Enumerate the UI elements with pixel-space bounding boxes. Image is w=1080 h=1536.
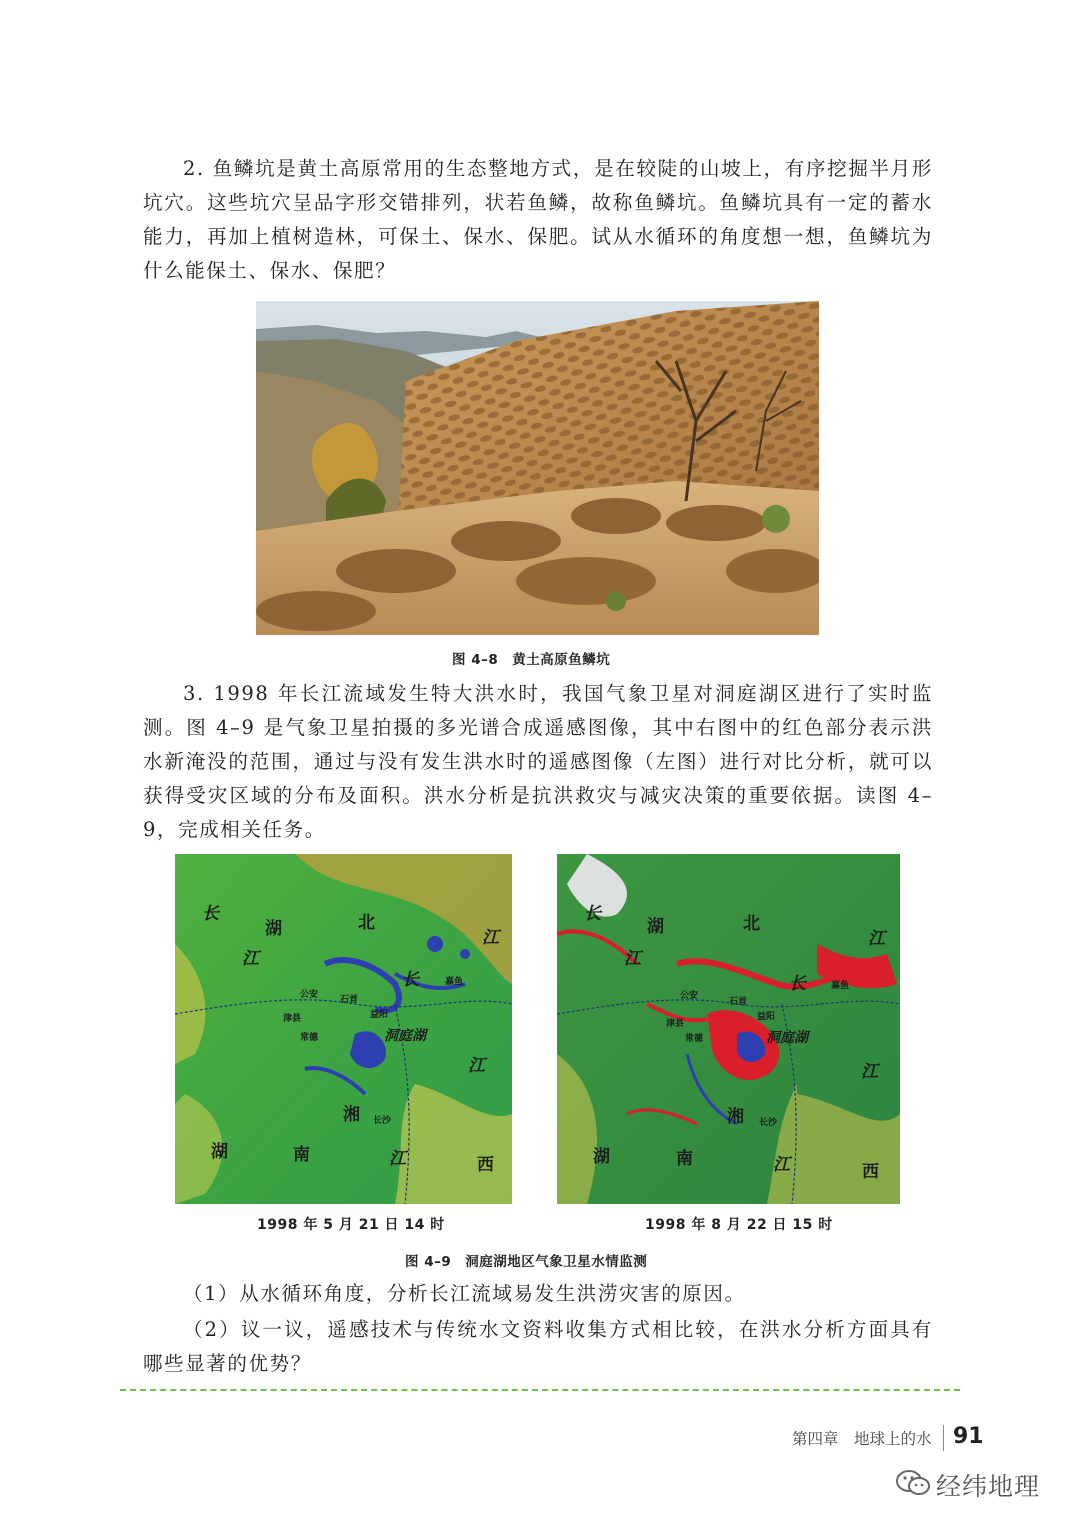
map-label-gongan-right: 公安 bbox=[680, 991, 699, 1001]
map-label-chang-right: 长 bbox=[584, 904, 601, 924]
map-label-changsha-left: 长沙 bbox=[373, 1116, 392, 1126]
map-label-jinshi-right: 津县 bbox=[666, 1019, 685, 1029]
map-label-hu-right-2: 湖 bbox=[593, 1147, 610, 1167]
map-label-changde-right: 常德 bbox=[685, 1034, 704, 1044]
map-label-jiang-right-3: 江 bbox=[861, 1062, 878, 1082]
map-label-jinshi-left: 津县 bbox=[283, 1014, 302, 1024]
figure-4-9-right-caption: 1998 年 8 月 22 日 15 时 bbox=[645, 1217, 833, 1233]
map-label-bei-left: 北 bbox=[358, 913, 375, 933]
map-label-dongtinghu-right: 洞庭湖 bbox=[766, 1030, 808, 1046]
map-label-chang-left: 长 bbox=[202, 904, 219, 924]
map-label-jiang-left-4: 江 bbox=[389, 1149, 406, 1169]
map-label-chang-right-2: 长 bbox=[789, 974, 806, 994]
map-label-changsha-right: 长沙 bbox=[759, 1118, 778, 1128]
map-label-jiang-right-2: 江 bbox=[868, 929, 885, 949]
paragraph-flood-monitoring: 3. 1998 年长江流域发生特大洪水时，我国气象卫星对洞庭湖区进行了实时监测。图 4–9 是气象卫星拍摄的多光谱合成遥感图像，其中右图中的红色部分表示洪水新淹没的范围，通过与没有发生洪水时的遥感图像（左图）进行对比分析，就可以获得受灾区域的分布及面积。洪水分析是抗洪救灾与减灾决策的重要依据。读图 4–9，完成相关任务。 bbox=[143, 682, 933, 841]
footer-separator bbox=[943, 1425, 944, 1451]
map-label-gongan-left: 公安 bbox=[300, 990, 319, 1000]
question-1: （1）从水循环角度，分析长江流域易发生洪涝灾害的原因。 bbox=[183, 1282, 746, 1305]
paragraph-fish-scale-pits: 2. 鱼鳞坑是黄土高原常用的生态整地方式，是在较陡的山坡上，有序挖掘半月形坑穴。这些坑穴呈品字形交错排列，状若鱼鳞，故称鱼鳞坑。鱼鳞坑具有一定的蓄水能力，再加上植树造林，可保土、保水、保肥。试从水循环的角度想一想，鱼鳞坑为什么能保土、保水、保肥？ bbox=[143, 157, 933, 282]
map-label-hu-left-2: 湖 bbox=[211, 1142, 228, 1162]
question-2: （2）议一议，遥感技术与传统水文资料收集方式相比较，在洪水分析方面具有哪些显著的优势？ bbox=[143, 1318, 933, 1375]
figure-4-9-left-caption: 1998 年 5 月 21 日 14 时 bbox=[257, 1217, 445, 1233]
figure-4-8-caption: 图 4–8 黄土高原鱼鳞坑 bbox=[452, 652, 611, 668]
page-number: 91 bbox=[953, 1424, 984, 1449]
map-label-xiang-right: 湘 bbox=[727, 1107, 744, 1127]
map-label-jiang-right-4: 江 bbox=[773, 1155, 790, 1175]
footer-chapter-title: 第四章 地球上的水 bbox=[792, 1430, 932, 1448]
wechat-icon bbox=[896, 1469, 930, 1501]
map-label-yiyang-right: 益阳 bbox=[757, 1012, 776, 1022]
map-label-dongtinghu-left: 洞庭湖 bbox=[384, 1028, 426, 1044]
map-label-changde-left: 常德 bbox=[300, 1033, 319, 1043]
map-label-hu-left: 湖 bbox=[265, 919, 282, 939]
watermark-text: 经纬地理 bbox=[936, 1472, 1041, 1501]
figure-4-9-caption: 图 4–9 洞庭湖地区气象卫星水情监测 bbox=[405, 1254, 648, 1270]
satellite-map-during-flood bbox=[557, 854, 900, 1204]
map-label-jiang-left-1: 江 bbox=[242, 949, 259, 969]
map-label-xi-left: 西 bbox=[477, 1155, 494, 1175]
photo-fish-scale-pits bbox=[256, 301, 819, 635]
map-label-nan-right: 南 bbox=[676, 1149, 693, 1169]
map-label-shishou-right: 石首 bbox=[729, 997, 748, 1007]
map-label-shishou-left: 石首 bbox=[340, 995, 359, 1005]
map-label-jiang-left-2: 江 bbox=[482, 928, 499, 948]
map-label-xiang-left: 湘 bbox=[343, 1105, 360, 1125]
map-label-jiang-left-3: 江 bbox=[468, 1056, 485, 1076]
map-label-hu-right: 湖 bbox=[647, 917, 664, 937]
watermark bbox=[896, 1467, 1040, 1503]
map-label-bei-right: 北 bbox=[743, 914, 760, 934]
map-label-jiayu-left: 嘉鱼 bbox=[445, 977, 464, 987]
map-label-jiayu-right: 嘉鱼 bbox=[831, 981, 850, 991]
map-label-xi-right: 西 bbox=[862, 1162, 879, 1182]
satellite-map-before-flood bbox=[175, 854, 512, 1204]
map-label-nan-left: 南 bbox=[293, 1145, 310, 1165]
map-label-yiyang-left: 益阳 bbox=[370, 1010, 389, 1020]
map-label-jiang-right-1: 江 bbox=[624, 949, 641, 969]
dashed-divider bbox=[120, 1389, 960, 1391]
map-label-chang-left-2: 长 bbox=[402, 970, 419, 990]
